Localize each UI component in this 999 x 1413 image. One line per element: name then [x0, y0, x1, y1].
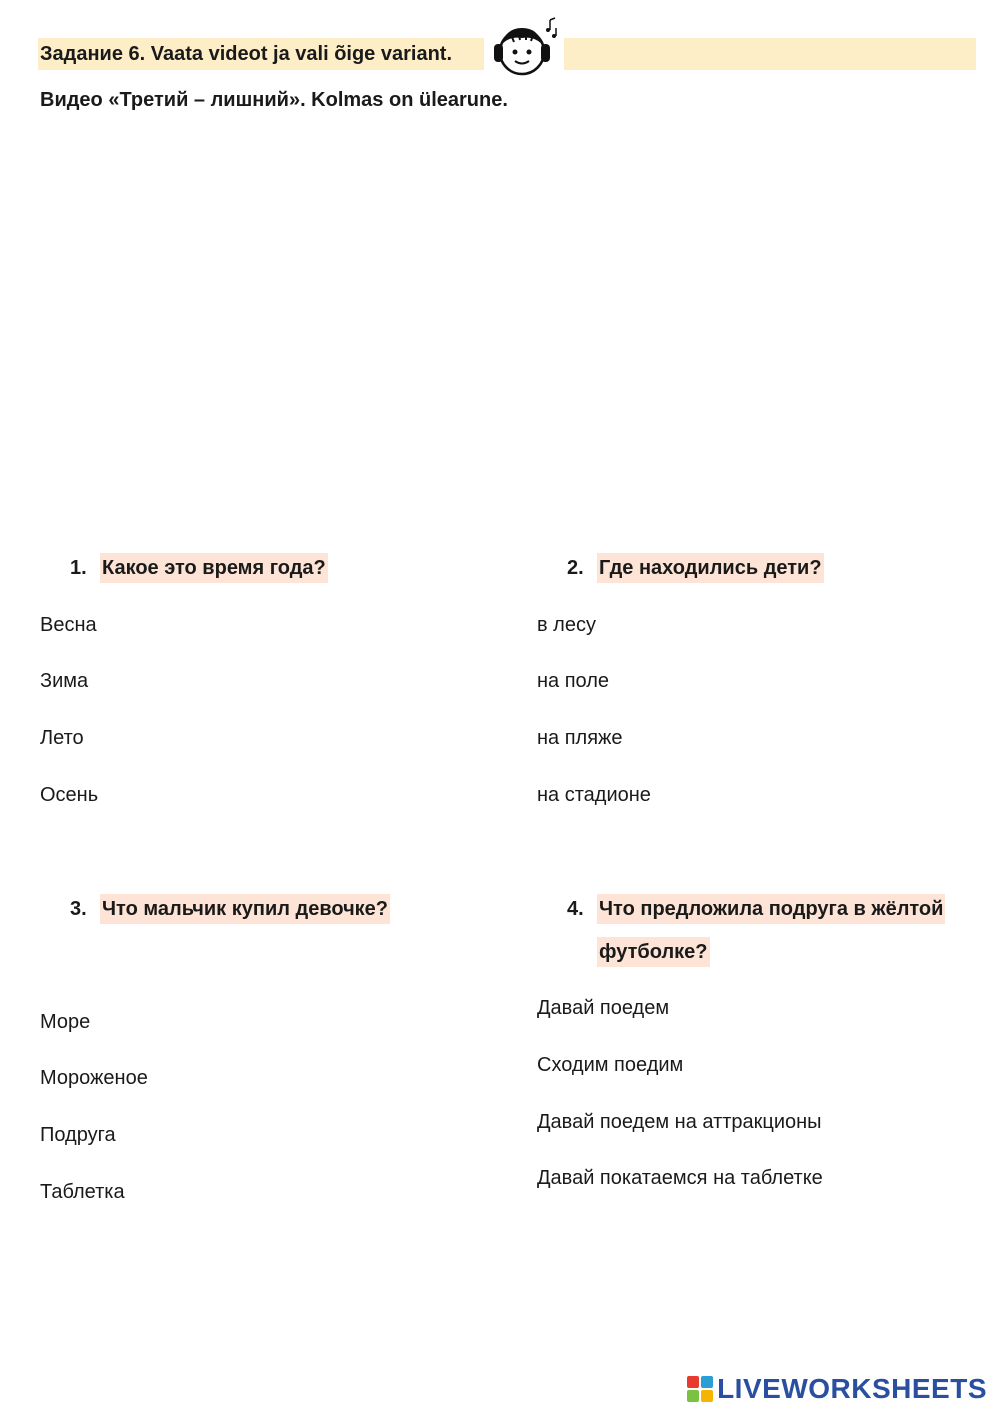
- question-1-number: 1.: [70, 557, 87, 579]
- question-4-text-line2: футболке?: [597, 937, 710, 967]
- q1-option-2[interactable]: Зима: [40, 670, 89, 692]
- video-subtitle: Видео «Третий – лишний». Kolmas on ülearune.: [40, 89, 508, 111]
- liveworksheets-logo[interactable]: [687, 1372, 987, 1406]
- question-4-text-line1: Что предложила подруга в жёлтой: [597, 894, 945, 924]
- q2-option-1[interactable]: в лесу: [537, 614, 596, 636]
- q2-option-4[interactable]: на стадионе: [537, 784, 651, 806]
- q1-option-1[interactable]: Весна: [40, 614, 97, 636]
- q4-option-2[interactable]: Сходим поедим: [537, 1054, 684, 1076]
- question-4-number: 4.: [567, 898, 584, 920]
- question-3-number: 3.: [70, 898, 87, 920]
- q4-option-3[interactable]: Давай поедем на аттракционы: [537, 1111, 822, 1133]
- question-2-text: Где находились дети?: [597, 553, 824, 583]
- q1-option-3[interactable]: Лето: [40, 727, 84, 749]
- q2-option-3[interactable]: на пляже: [537, 727, 623, 749]
- q3-option-2[interactable]: Мороженое: [40, 1067, 148, 1089]
- q1-option-4[interactable]: Осень: [40, 784, 99, 806]
- task-title: Задание 6. Vaata videot ja vali õige variant.: [40, 43, 453, 65]
- question-2-number: 2.: [567, 557, 584, 579]
- q4-option-4[interactable]: Давай покатаемся на таблетке: [537, 1167, 823, 1189]
- q3-option-3[interactable]: Подруга: [40, 1124, 116, 1146]
- headphones-icon: [484, 14, 564, 84]
- liveworksheets-icon: [687, 1376, 713, 1402]
- question-1-text: Какое это время года?: [100, 553, 328, 583]
- q4-option-1[interactable]: Давай поедем: [537, 997, 670, 1019]
- question-3-text: Что мальчик купил девочке?: [100, 894, 390, 924]
- q3-option-1[interactable]: Море: [40, 1011, 91, 1033]
- q3-option-4[interactable]: Таблетка: [40, 1181, 125, 1203]
- q2-option-2[interactable]: на поле: [537, 670, 610, 692]
- brand-name: LIVEWORKSHEETS: [717, 1373, 987, 1404]
